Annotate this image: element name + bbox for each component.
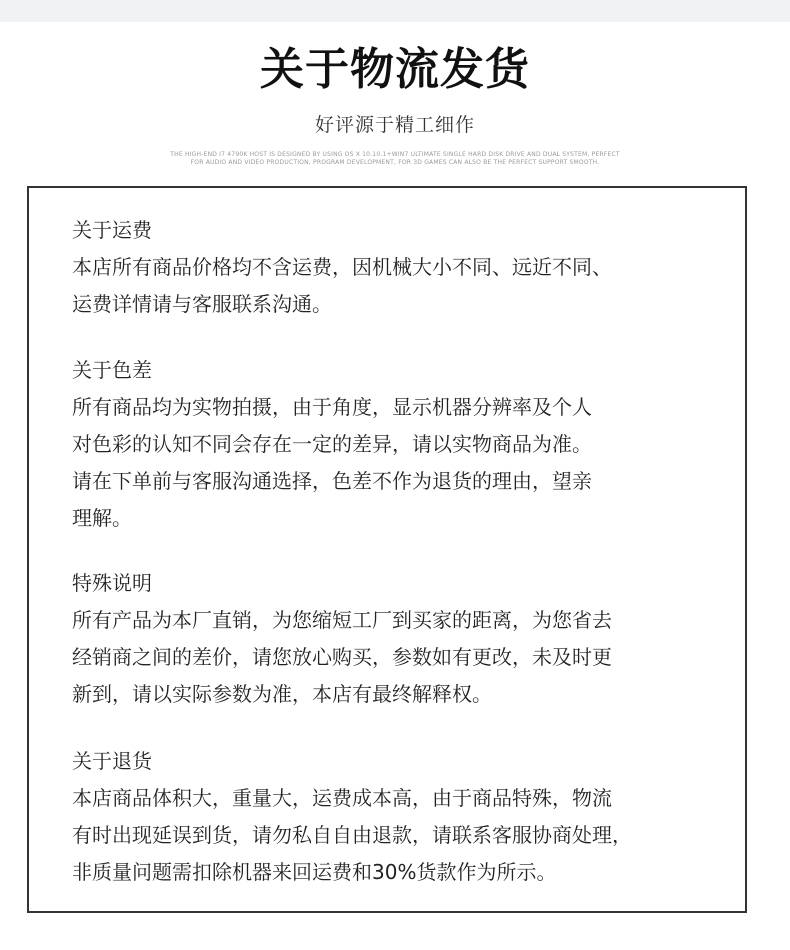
page-title: 关于物流发货 (260, 44, 530, 95)
section-text-line: 非质量问题需扣除机器来回运费和30%货款作为所示。 (72, 860, 557, 884)
section-text-line: 本店所有商品价格均不含运费，因机械大小不同、远近不同、 (72, 255, 612, 279)
fine-print (0, 151, 790, 167)
section-text-line: 新到，请以实际参数为准，本店有最终解释权。 (72, 682, 492, 706)
section-text-line: 经销商之间的差价，请您放心购买，参数如有更改，未及时更 (72, 645, 612, 669)
page-subtitle: 好评源于精工细作 (314, 114, 475, 136)
section-heading: 关于运费 (72, 218, 152, 242)
section-text-line: 所有商品均为实物拍摄，由于角度，显示机器分辨率及个人 (72, 395, 592, 419)
section-text-line: 有时出现延误到货，请勿私自自由退款，请联系客服协商处理， (72, 823, 632, 847)
section-text-line: 所有产品为本厂直销，为您缩短工厂到买家的距离，为您省去 (72, 608, 612, 632)
section-heading: 特殊说明 (72, 571, 152, 595)
section-heading: 关于退货 (72, 749, 152, 773)
section-text-line: 请在下单前与客服沟通选择，色差不作为退货的理由，望亲 (72, 469, 592, 493)
section-text-line: 本店商品体积大，重量大，运费成本高，由于商品特殊，物流 (72, 786, 612, 810)
section-color-difference (72, 352, 732, 537)
section-heading: 关于色差 (72, 358, 152, 382)
section-shipping-fee (72, 212, 732, 323)
fine-print-line: THE HIGH-END I7 4790K HOST IS DESIGNED BY USING OS X 10.10.1+WIN7 ULTIMATE SINGLE HARD DISK DRIVE AND DUAL SYSTEM, PERFECT (170, 151, 620, 158)
section-text-line: 对色彩的认知不同会存在一定的差异，请以实物商品为准。 (72, 432, 592, 456)
section-text-line: 运费详情请与客服联系沟通。 (72, 292, 332, 316)
top-band (0, 0, 790, 22)
section-text-line: 理解。 (72, 506, 132, 530)
section-returns (72, 743, 732, 891)
section-special-notes (72, 565, 732, 713)
fine-print-line: FOR AUDIO AND VIDEO PRODUCTION, PROGRAM DEVELOPMENT, FOR 3D GAMES CAN ALSO BE THE PERFECT SUPPORT SMOOTH. (190, 159, 600, 166)
